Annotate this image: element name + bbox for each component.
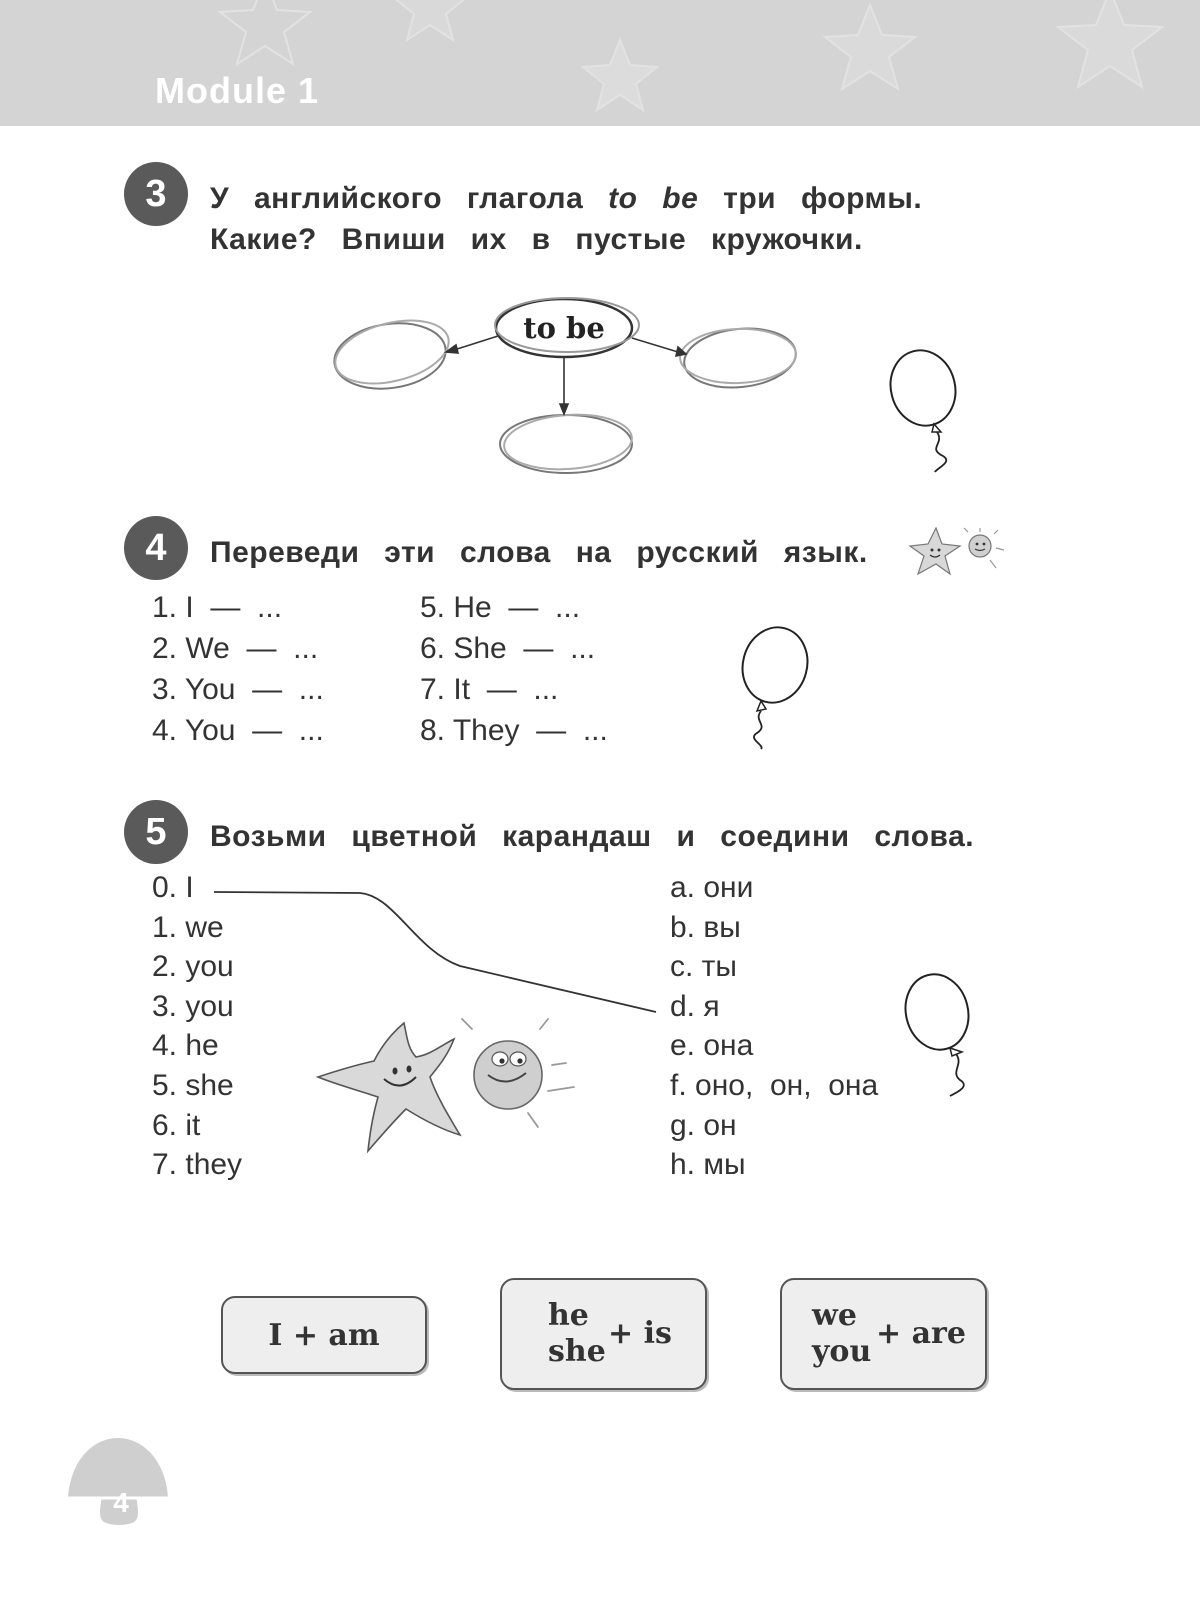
task-4-number: 4 — [124, 516, 188, 580]
list-item: 2. you — [152, 950, 234, 984]
list-item: h. мы — [670, 1148, 746, 1182]
task-5-number: 5 — [124, 800, 188, 864]
list-item: g. он — [670, 1108, 737, 1142]
formula-word-we: we — [812, 1298, 857, 1333]
list-item: 0. I — [152, 871, 194, 904]
formula-verb-is: + is — [608, 1316, 672, 1351]
list-item: 4. You — ... — [152, 714, 324, 747]
cartoon-sun-icon — [474, 1041, 542, 1109]
list-item: 2. We — ... — [152, 632, 319, 665]
list-item: f. оно, он, она — [670, 1068, 879, 1102]
list-item: 5. she — [152, 1068, 234, 1102]
formula-box-we-you-are — [780, 1278, 987, 1390]
list-item: 1. we — [152, 910, 224, 944]
list-item: d. я — [670, 989, 720, 1023]
formula-word-he: he — [548, 1298, 589, 1333]
list-item: 1. I — ... — [152, 591, 283, 624]
formula-box-he-she-is — [500, 1278, 707, 1390]
page-number: 4 — [113, 1487, 129, 1518]
task-3-line-2: Какие? Впиши их в пустые кружочки. — [210, 223, 863, 256]
cartoon-star-icon — [318, 1023, 460, 1151]
list-item: e. она — [670, 1029, 754, 1063]
diagram-center-label: to be — [523, 311, 605, 345]
list-item: 3. You — ... — [152, 673, 324, 706]
module-title: Module 1 — [155, 70, 320, 111]
list-item: 8. They — ... — [420, 714, 608, 747]
task-3-number: 3 — [124, 162, 188, 226]
list-item: c. ты — [670, 950, 737, 984]
balloon-icon — [900, 972, 980, 1102]
formula-box-i-am — [221, 1296, 427, 1374]
list-item: 5. He — ... — [420, 591, 581, 624]
list-item: 7. they — [152, 1148, 243, 1182]
list-item: b. вы — [670, 910, 741, 944]
list-item: 6. She — ... — [420, 632, 596, 665]
list-item: 7. It — ... — [420, 673, 559, 706]
list-item: 6. it — [152, 1108, 201, 1142]
formula-word-you: you — [812, 1334, 872, 1369]
task-4-instruction: Переведи эти слова на русский язык. — [210, 536, 868, 569]
star-sun-illustration — [312, 1015, 592, 1165]
list-item: 3. you — [152, 989, 234, 1023]
task-3-line-1: У английского глагола to be три формы. — [210, 182, 923, 215]
formula-word-she: she — [548, 1334, 606, 1369]
formula-verb-are: + are — [876, 1316, 966, 1351]
list-item: 4. he — [152, 1029, 219, 1063]
list-item: a. они — [670, 871, 754, 904]
formula-i-am: I + am — [268, 1317, 380, 1353]
task-5-instruction: Возьми цветной карандаш и соедини слова. — [210, 820, 975, 853]
